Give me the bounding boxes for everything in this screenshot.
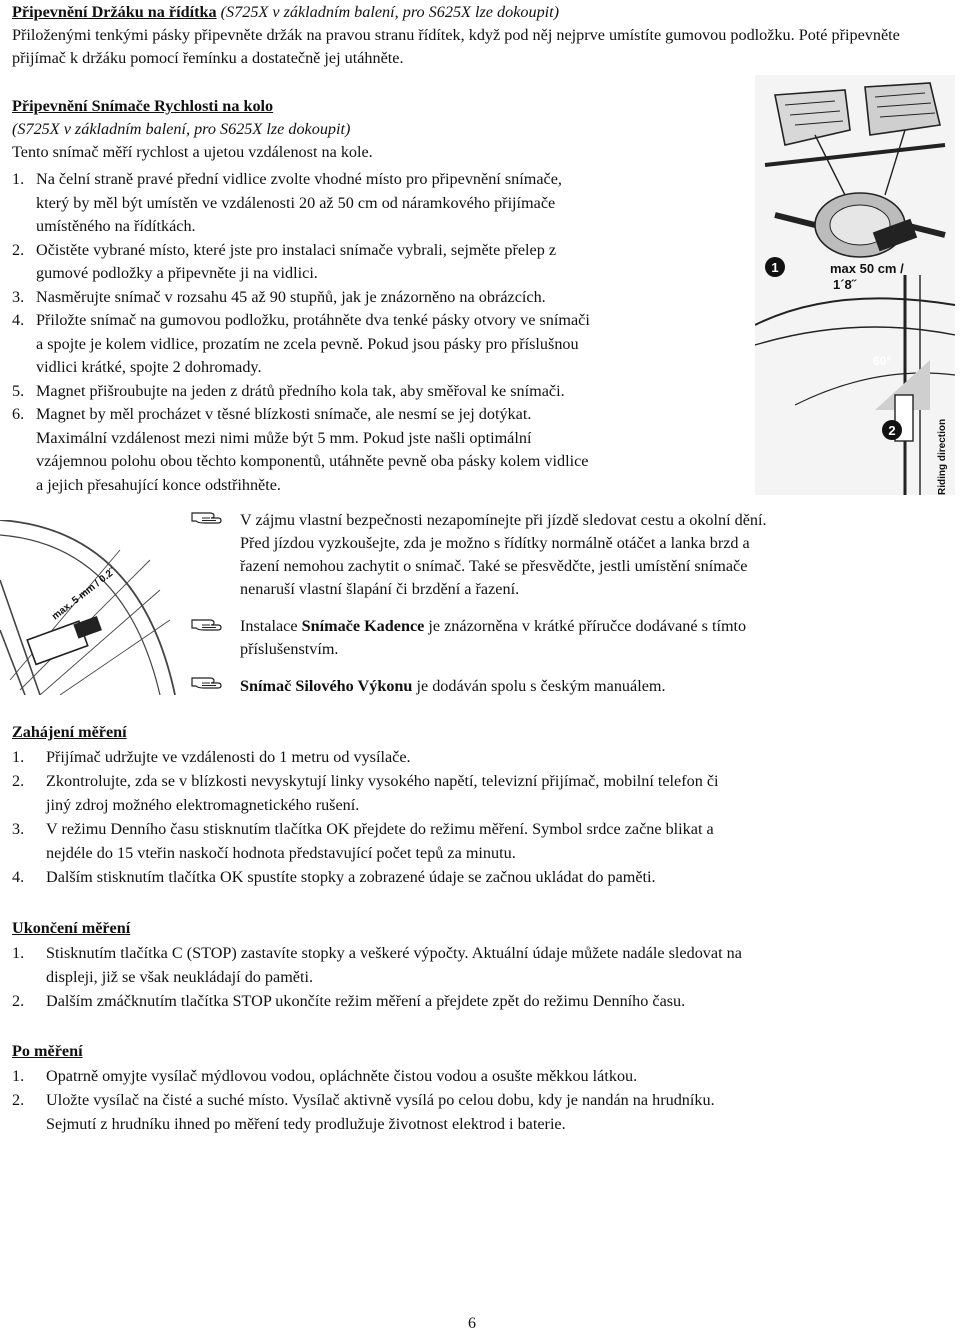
list-item: 1. Na čelní straně pravé přední vidlice zvolte vhodné místo pro připevnění snímače, který by měl být umístěn ve vzdálenosti 20 až 50 cm od náramkového přijímače umístěného na řídítkách. [12, 170, 562, 235]
list-item: 3. Nasměrujte snímač v rozsahu 45 až 90 stupňů, jak je znázorněno na obrázcích. [12, 287, 546, 306]
power-sensor-note: Snímač Silového Výkonu je dodáván spolu s českým manuálem. [240, 677, 666, 695]
max-distance-label: max 50 cm / [830, 261, 904, 276]
pointing-hand-icon [190, 507, 224, 529]
list-item: 2. Dalším zmáčknutím tlačítka STOP ukončíte režim měření a přejdete zpět do režimu Denního času. [12, 992, 686, 1010]
speed-sensor-subtitle: (S725X v základním balení, pro S625X lze dokoupit) [12, 120, 351, 138]
speed-sensor-steps [12, 168, 752, 497]
pointing-hand-icon [190, 614, 224, 636]
speed-sensor-description: Tento snímač měří rychlost a ujetou vzdálenost na kole. [12, 143, 373, 161]
list-item: 4. Přiložte snímač na gumovou podložku, protáhněte dva tenké pásky otvory ve snímači a spojte je kolem vidlice, prozatím ne zcela pevně. Pokud jsou pásky pro příslušnou vidlici krátké, spojte 2 dohromady. [12, 311, 590, 376]
speed-sensor-title: Připevnění Snímače Rychlosti na kolo [12, 97, 274, 115]
cadence-sensor-note: Instalace Snímače Kadence je znázorněna v krátké příručce dodávané s tímto příslušenstvím. [240, 617, 747, 658]
after-measurement-steps [12, 1065, 942, 1137]
list-item: 1. Stisknutím tlačítka C (STOP) zastavíte stopky a veškeré výpočty. Aktuální údaje můžete nadále sledovat na displeji, již se však neukládají do paměti. [12, 944, 742, 986]
list-item: 2. Očistěte vybrané místo, které jste pro instalaci snímače vybrali, sejměte přelep z gumové podložky a připevněte ji na vidlici. [12, 240, 557, 282]
list-item: 1. Přijímač udržujte ve vzdálenosti do 1 metru od vysílače. [12, 748, 411, 766]
marker-1-label: 1 [771, 260, 779, 275]
sensor-on-fork-sketch [27, 616, 102, 664]
list-item: 2. Uložte vysílač na čisté a suché místo. Vysílač aktivně vysílá po celou dobu, kdy je nandán na hrudníku. Sejmutí z hrudníku ihned po měření tedy prodlužuje životnost elektrod i baterie. [12, 1091, 715, 1133]
end-measurement-title: Ukončení měření [12, 919, 131, 937]
start-measurement-steps [12, 746, 942, 890]
sensor-mount-illustration [755, 75, 955, 495]
handlebar-mount-title: Připevnění Držáku na řídítka [12, 3, 217, 21]
pointing-hand-icon [190, 672, 224, 694]
max-distance-imperial: 1´8˝ [833, 277, 857, 292]
page-number: 6 [468, 1315, 476, 1332]
marker-2-label: 2 [888, 423, 896, 438]
list-item: 1. Opatrně omyjte vysílač mýdlovou vodou, opláchněte čistou vodou a osušte měkkou látkou. [12, 1067, 638, 1085]
list-item: 6. Magnet by měl procházet v těsné blízkosti snímače, ale nesmí se jej dotýkat. Maximální vzdálenost mezi nimi může být 5 mm. Pokud jste našli optimální vzájemnou polohu obou těchto komponentů, utáhněte pevně oba pásky kolem vidlice a jejich přesahující konce odstřihněte. [12, 405, 589, 494]
list-item: 2. Zkontrolujte, zda se v blízkosti nevyskytují linky vysokého napětí, televizní přijímač, mobilní telefon či jiný zdroj možného elektromagnetického rušení. [12, 772, 719, 814]
list-item: 3. V režimu Denního času stisknutím tlačítka OK přejdete do režimu měření. Symbol srdce začne blikat a nejdéle do 15 vteřin naskočí hodnota představující počet tepů za minutu. [12, 820, 714, 862]
list-item: 4. Dalším stisknutím tlačítka OK spustíte stopky a zobrazené údaje se začnou ukládat do paměti. [12, 868, 656, 886]
angle-label: 60° [873, 354, 892, 368]
start-measurement-title: Zahájení měření [12, 723, 127, 741]
handlebar-mount-note: (S725X v základním balení, pro S625X lze dokoupit) [220, 3, 560, 21]
wheel-sketch [0, 520, 175, 695]
list-item: 5. Magnet přišroubujte na jeden z drátů předního kola tak, aby směřoval ke snímači. [12, 381, 565, 400]
handlebar-mount-section [12, 1, 952, 70]
speed-sensor-header [12, 95, 732, 164]
safety-note: V zájmu vlastní bezpečnosti nezapomínejte při jízdě sledovat cestu a okolní dění. Před jízdou vyzkoušejte, zda je možno s řídítky normálně otáčet a lanka brzd a řazení nemohou zachytit o snímač. Také se přesvědčte, jestli umístění snímače nenaruší vlastní šlapání či brzdění a řazení. [240, 511, 767, 598]
end-measurement-steps [12, 942, 942, 1014]
riding-direction-label: Riding direction [937, 418, 948, 495]
magnet-distance-illustration [0, 520, 180, 695]
magnet-max-distance-label: max. 5 mm / 0.2˝ [50, 566, 118, 623]
after-measurement-title: Po měření [12, 1042, 83, 1060]
handlebar-mount-text: Přiloženými tenkými pásky připevněte držák na pravou stranu řídítek, když pod něj nejprve umístíte gumovou podložku. Poté připevněte přijímač k držáku pomocí řemínku a dostatečně jej utáhněte. [12, 26, 900, 67]
